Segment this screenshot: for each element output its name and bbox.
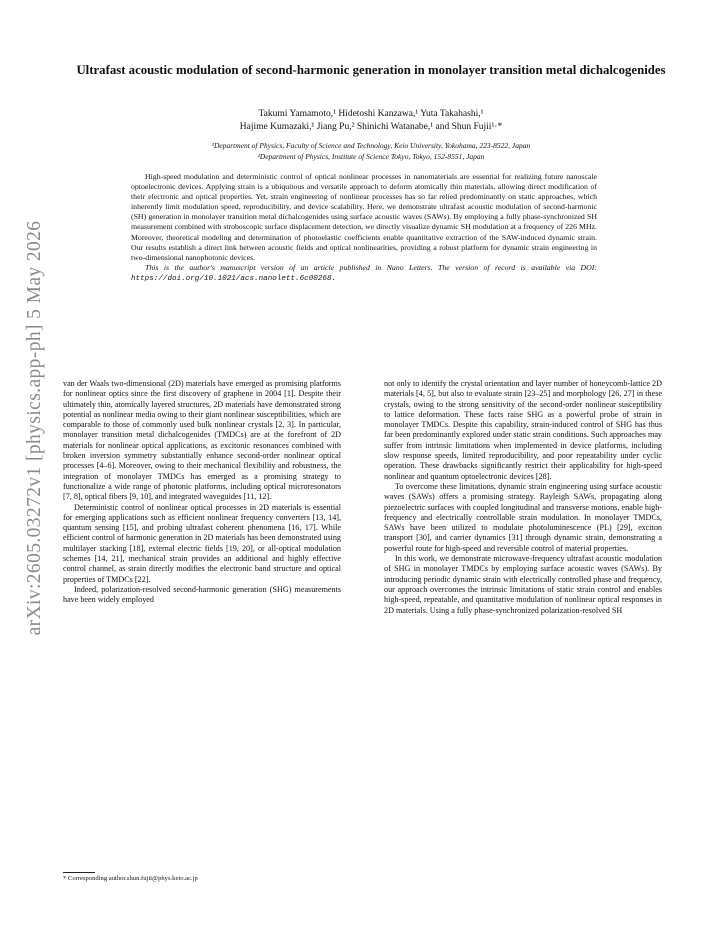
paragraph: To overcome these limitations, dynamic strain engineering using surface acoustic waves (SAWs) offers a promising strategy. Rayleigh SAWs, propagating along piezoelectric surfaces with coupled longitudinal and transverse motions, enable high-frequency and electrically controllable strain modulation. In monolayer TMDCs, SAWs have been utilized to modulate photoluminescence (PL) [29], exciton transport [30], and carrier dynamics [31] through dynamic strain, demonstrating a powerful route for high-speed and reversible control of material properties. (384, 481, 662, 553)
publication-note-text: This is the author's manuscript version of an article published in Nano Letters. The version of record is available via DOI: (145, 262, 597, 272)
abstract-text: High-speed modulation and deterministic control of optical nonlinear processes in nanomaterials are essential for realizing future nanoscale optoelectronic devices. Applying strain is a ubiquitous and versatile approach to deform atomically thin materials, allowing direct modification of their electronic and optical properties. Yet, strain engineering of nonlinear processes has so far relied predominantly on static approaches, which inherently limit modulation speed, reproducibility, and device scalability. Here, we demonstrate ultrafast acoustic modulation of second-harmonic (SH) generation in monolayer transition metal dichalcogenides using surface acoustic waves (SAWs). By employing a fully phase-synchronized SH measurement combined with stroboscopic surface displacement detection, we directly visualize dynamic SH modulation at a frequency of 226 MHz. Moreover, theoretical modeling and determination of photoelastic coefficients enable quantitative extraction of the SAW-induced dynamic strain. Our results establish a direct link between acoustic fields and optical nonlinearities, providing a robust platform for dynamic strain engineering in two-dimensional nanophotonic devices. (131, 172, 597, 262)
affiliations (64, 141, 678, 162)
footnote-corresponding-author: * Corresponding author.shun.fujii@phys.keio.ac.jp (63, 875, 198, 882)
paragraph: Indeed, polarization-resolved second-harmonic generation (SHG) measurements have been widely employed (63, 584, 341, 605)
paper-title: Ultrafast acoustic modulation of second-harmonic generation in monolayer transition metal dichalcogenides (76, 63, 666, 77)
arxiv-identifier (16, 218, 54, 638)
paragraph: In this work, we demonstrate microwave-frequency ultrafast acoustic modulation of SHG in monolayer TMDCs by employing surface acoustic waves (SAWs). By introducing periodic dynamic strain with electrically controlled phase and frequency, our approach overcomes the intrinsic limitations of static strain control and enables high-speed, repeatable, and quantitative modulation of nonlinear optical responses in 2D materials. Using a fully phase-synchronized polarization-resolved SH (384, 554, 662, 615)
affiliation-1: ¹Department of Physics, Faculty of Science and Technology, Keio University, Yokohama, 223-8522, Japan (211, 141, 531, 150)
footnote-rule (63, 872, 95, 873)
affiliation-2: ²Department of Physics, Institute of Science Tokyo, Tokyo, 152-8551, Japan (257, 151, 485, 161)
doi-link[interactable]: https://doi.org/10.1021/acs.nanolett.6c00268. (131, 274, 337, 283)
paragraph: not only to identify the crystal orientation and layer number of honeycomb-lattice 2D materials [4, 5], but also to evaluate strain [23–25] and morphology [26, 27] in these crystals, owing to the strong sensitivity of the second-order nonlinear susceptibility to lattice deformation. These facts raise SHG as a powerful probe of strain in monolayer TMDCs. Despite this capability, strain-induced control of SHG has thus far been predominantly explored under static strain conditions. Such approaches may suffer from intrinsic limitations when implemented in device platforms, including slow response speeds, limited reproducibility, and poor repeatability under cyclic operation. These drawbacks significantly restrict their applicability for high-speed nonlinear and quantum optoelectronic devices [28]. (384, 379, 662, 481)
publication-note (131, 263, 597, 284)
paragraph: Deterministic control of nonlinear optical processes in 2D materials is essential for emerging applications such as efficient nonlinear frequency converters [13, 14], quantum sensing [15], and probing ultrafast coherent phenomena [16, 17]. While efficient control of harmonic generation in 2D materials has been demonstrated using multilayer stacking [18], external electric fields [19, 20], or all-optical modulation schemes [14, 21], mechanical strain provides an additional and highly effective control channel, as strain directly modifies the electronic band structure and optical properties of TMDCs [22]. (63, 502, 341, 584)
arxiv-identifier-text: arXiv:2605.03272v1 [physics.app-ph] 5 May 2026 (24, 220, 45, 636)
body-column-left (63, 379, 341, 606)
author-list (64, 108, 678, 134)
abstract (131, 172, 597, 284)
author-line-2: Hajime Kumazaki,¹ Jiang Pu,² Shinichi Watanabe,¹ and Shun Fujii¹·* (239, 122, 503, 132)
paragraph: van der Waals two-dimensional (2D) materials have emerged as promising platforms for nonlinear optics since the first discovery of graphene in 2004 [1]. Despite their ultimately thin, atomically layered structures, 2D materials have demonstrated strong potential as nonlinear media owing to their giant nonlinear susceptibilities, which are comparable to those of commonly used bulk nonlinear crystals [2, 3]. In particular, monolayer transition metal dichalcogenides (TMDCs) are at the forefront of 2D materials for nonlinear optical applications, as excitonic resonances combined with broken inversion symmetry substantially enhance second-order nonlinear optical processes [4–6]. Moreover, owing to their mechanical flexibility and robustness, the integration of monolayer TMDCs has emerged as a promising strategy to functionalize a wide range of photonic platforms, including optical microresonators [7, 8], optical fibers [9, 10], and integrated waveguides [11, 12]. (63, 379, 341, 502)
body-column-right (384, 379, 662, 616)
author-line-1: Takumi Yamamoto,¹ Hidetoshi Kanzawa,¹ Yuta Takahashi,¹ (258, 109, 484, 119)
